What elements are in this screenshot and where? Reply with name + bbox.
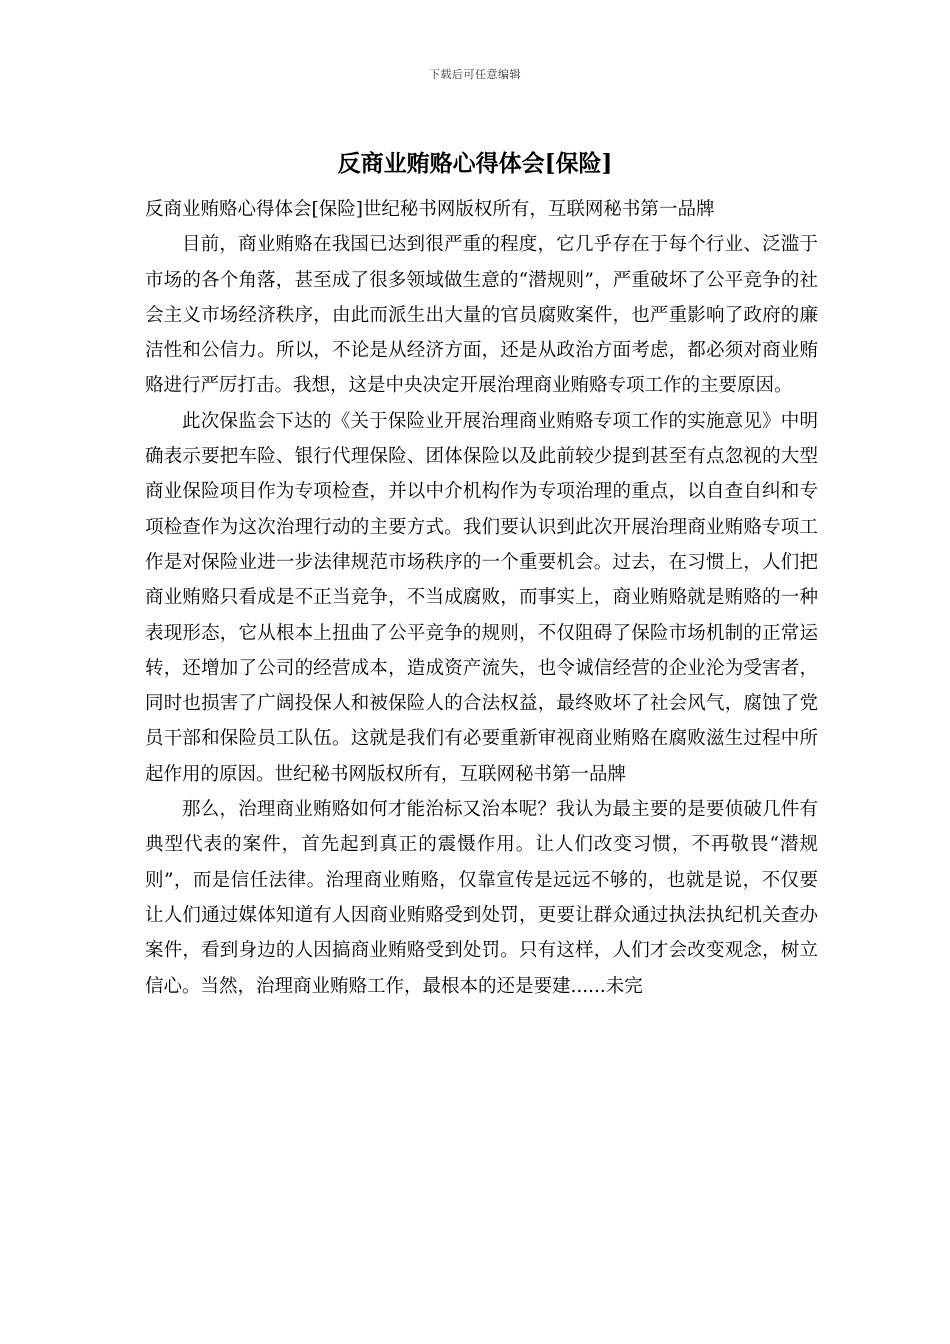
paragraph-2: 此次保监会下达的《关于保险业开展治理商业贿赂专项工作的实施意见》中明确表示要把车险、银行代理保险、团体保险以及此前较少提到甚至有点忽视的大型商业保险项目作为专项检查，并以中介机构作为专项治理的重点，以自查自纠和专项检查作为这次治理行动的主要方式。我们要认识到此次开展治理商业贿赂专项工作是对保险业进一步法律规范市场秩序的一个重要机会。过去，在习惯上，人们把商业贿赂只看成是不正当竞争，不当成腐败，而事实上，商业贿赂就是贿赂的一种表现形态，它从根本上扭曲了公平竞争的规则，不仅阻碍了保险市场机制的正常运转，还增加了公司的经营成本，造成资产流失，也令诚信经营的企业沦为受害者，同时也损害了广阔投保人和被保险人的合法权益，最终败坏了社会风气，腐蚀了党员干部和保险员工队伍。这就是我们有必要重新审视商业贿赂在腐败滋生过程中所起作用的原因。世纪秘书网版权所有，互联网秘书第一品牌 xyxy=(145,410,818,785)
header-note: 下载后可任意编辑 xyxy=(429,68,521,81)
paragraph-3: 那么，治理商业贿赂如何才能治标又治本呢？我认为最主要的是要侦破几件有典型代表的案件，首先起到真正的震慑作用。让人们改变习惯，不再敬畏“潜规则”，而是信任法律。治理商业贿赂，仅靠宣传是远远不够的，也就是说，不仅要让人们通过媒体知道有人因商业贿赂受到处罚，更要让群众通过执法执纪机关查办案件，看到身边的人因搞商业贿赂受到处罚。只有这样，人们才会改变观念，树立信心。当然，治理商业贿赂工作，最根本的还是要建......未完 xyxy=(145,799,818,997)
document-body xyxy=(145,192,818,1004)
paragraph-byline: 反商业贿赂心得体会[保险]世纪秘书网版权所有，互联网秘书第一品牌 xyxy=(145,199,715,220)
document-title: 反商业贿赂心得体会[保险] xyxy=(337,150,613,177)
paragraph-1: 目前，商业贿赂在我国已达到很严重的程度，它几乎存在于每个行业、泛滥于市场的各个角落，甚至成了很多领域做生意的“潜规则”，严重破坏了公平竞争的社会主义市场经济秩序，由此而派生出大量的官员腐败案件，也严重影响了政府的廉洁性和公信力。所以，不论是从经济方面，还是从政治方面考虑，都必须对商业贿赂进行严厉打击。我想，这是中央决定开展治理商业贿赂专项工作的主要原因。 xyxy=(145,234,818,397)
